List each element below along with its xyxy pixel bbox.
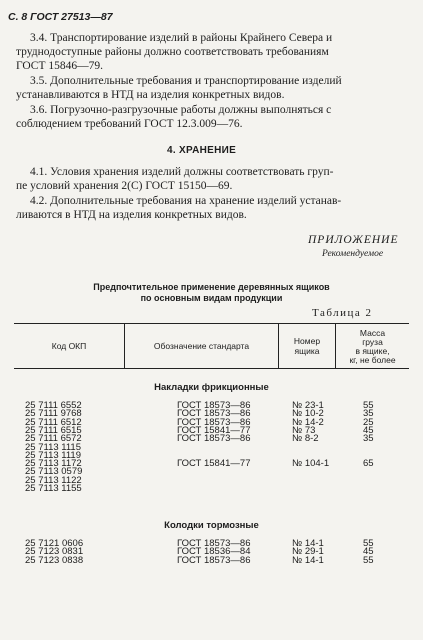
row-2-okp-code: 25 7111 9768 xyxy=(25,408,82,420)
row-9-okp-code: 25 7113 0579 xyxy=(25,466,83,478)
col-header-mass-2: груза xyxy=(362,337,383,347)
table-caption-line-1: Предпочтительное применение деревянных ящиков xyxy=(93,282,330,292)
row-3-okp-code: 25 7123 0838 xyxy=(25,554,84,566)
paragraph-3-6-line-1: 3.6. Погрузочно-разгрузочные работы должны выполняться с xyxy=(30,104,332,116)
row-3-mass: 25 xyxy=(363,416,374,428)
section-title: 4. ХРАНЕНИЕ xyxy=(167,145,237,156)
row-4-standard: ГОСТ 15841—77 xyxy=(177,424,251,436)
row-7-okp-code: 25 7113 1119 xyxy=(25,449,81,461)
row-8-mass: 65 xyxy=(363,458,374,470)
row-1-standard: ГОСТ 18573—86 xyxy=(177,538,251,549)
row-3-mass: 55 xyxy=(363,554,374,566)
row-4-box-number: № 73 xyxy=(292,424,316,436)
row-3-standard: ГОСТ 18573—86 xyxy=(177,416,251,428)
group-title-friction-pads: Накладки фрикционные xyxy=(154,382,269,393)
row-10-okp-code: 25 7113 1122 xyxy=(25,474,82,486)
row-1-standard: ГОСТ 18573—86 xyxy=(177,400,251,411)
row-1-mass: 55 xyxy=(363,400,374,411)
appendix-title: ПРИЛОЖЕНИЕ xyxy=(308,234,399,246)
row-5-mass: 35 xyxy=(363,433,374,445)
page-header: С. 8 ГОСТ 27513—87 xyxy=(8,11,113,23)
paragraph-3-4-line-2: труднодоступные районы должно соответствовать требованиям xyxy=(16,46,329,58)
paragraph-4-2-line-2: ливаются в НТД на изделия конкретных видов. xyxy=(16,209,247,221)
appendix-status: Рекомендуемое xyxy=(322,249,384,259)
row-5-okp-code: 25 7111 6572 xyxy=(25,433,82,445)
col-header-standard: Обозначение стандарта xyxy=(153,341,250,351)
row-5-box-number: № 8-2 xyxy=(292,433,319,445)
row-3-standard: ГОСТ 18573—86 xyxy=(177,554,251,566)
row-11-okp-code: 25 7113 1155 xyxy=(25,483,82,494)
paragraph-3-4-line-1: 3.4. Транспортирование изделий в районы Крайнего Севера и xyxy=(30,32,333,44)
row-1-okp-code: 25 7111 6552 xyxy=(25,400,82,411)
row-2-mass: 45 xyxy=(363,546,374,558)
paragraph-4-1-line-2: пе условий хранения 2(С) ГОСТ 15150—69. xyxy=(16,180,233,192)
row-8-box-number: № 104-1 xyxy=(292,458,330,470)
row-2-okp-code: 25 7123 0831 xyxy=(25,546,84,558)
group-title-brake-pads: Колодки тормозные xyxy=(164,520,259,531)
paragraph-4-1-line-1: 4.1. Условия хранения изделий должны соответствовать груп- xyxy=(30,166,334,178)
col-header-box-number-1: Номер xyxy=(293,336,321,346)
row-4-okp-code: 25 7111 6515 xyxy=(25,424,82,436)
row-3-box-number: № 14-2 xyxy=(292,416,324,428)
row-3-box-number: № 14-1 xyxy=(292,554,324,566)
table-caption-line-2: по основным видам продукции xyxy=(140,293,283,303)
row-2-standard: ГОСТ 18573—86 xyxy=(177,408,251,420)
table-label: Таблица 2 xyxy=(312,307,373,319)
paragraph-4-2-line-1: 4.2. Дополнительные требования на хранение изделий устанав- xyxy=(30,195,342,207)
paragraph-3-5-line-1: 3.5. Дополнительные требования и транспортирование изделий xyxy=(30,75,342,87)
row-8-okp-code: 25 7113 1172 xyxy=(25,458,82,470)
col-header-mass-4: кг, не более xyxy=(349,355,396,365)
row-2-box-number: № 29-1 xyxy=(292,546,324,558)
paragraph-3-6-line-2: соблюдением требований ГОСТ 12.3.009—76. xyxy=(16,118,243,130)
col-header-mass-3: в ящике, xyxy=(355,346,390,356)
row-1-mass: 55 xyxy=(363,538,374,549)
col-header-okp-code: Код ОКП xyxy=(51,341,87,351)
row-3-okp-code: 25 7111 6512 xyxy=(25,416,82,428)
row-2-mass: 35 xyxy=(363,408,374,420)
paragraph-3-4-line-3: ГОСТ 15846—79. xyxy=(16,60,104,72)
row-2-box-number: № 10-2 xyxy=(292,408,324,420)
row-5-standard: ГОСТ 18573—86 xyxy=(177,433,251,445)
col-header-mass-1: Масса xyxy=(359,328,386,338)
row-8-standard: ГОСТ 15841—77 xyxy=(177,458,251,470)
table-header-rule xyxy=(14,368,409,369)
row-4-mass: 45 xyxy=(363,424,374,436)
row-2-standard: ГОСТ 18536—84 xyxy=(177,546,251,558)
row-1-box-number: № 23-1 xyxy=(292,400,324,411)
table-top-rule xyxy=(14,323,409,324)
row-1-box-number: № 14-1 xyxy=(292,538,324,549)
row-6-okp-code: 25 7113 1115 xyxy=(25,441,81,453)
row-1-okp-code: 25 7121 0606 xyxy=(25,538,84,549)
col-header-box-number-2: ящика xyxy=(294,346,320,356)
paragraph-3-5-line-2: устанавливаются в НТД на изделия конкретных видов. xyxy=(16,89,285,101)
